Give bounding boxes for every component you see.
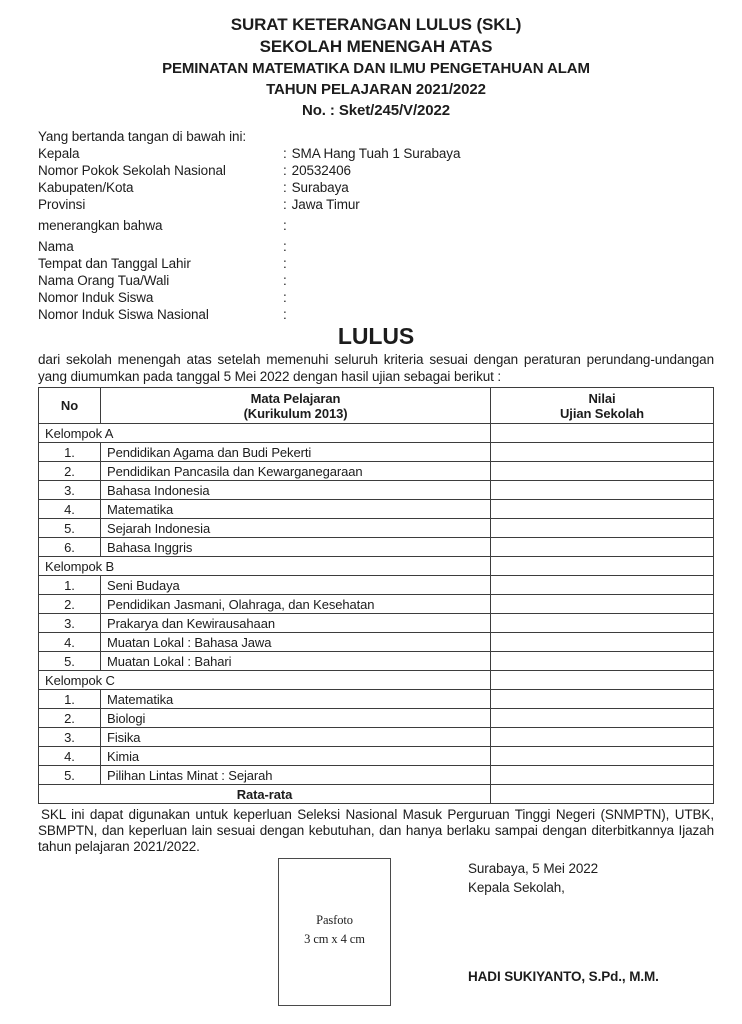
field-nomor-induk-siswa	[38, 289, 714, 306]
field-nama-orang-tua-wali	[38, 272, 714, 289]
score-cell	[491, 500, 714, 519]
photo-label-line2: 3 cm x 4 cm	[304, 932, 365, 946]
field-value: SMA Hang Tuah 1 Surabaya	[291, 146, 461, 161]
subject-number: 5.	[39, 519, 101, 538]
score-cell	[491, 766, 714, 785]
group-row-a	[39, 424, 714, 443]
field-label: Tempat dan Tanggal Lahir	[38, 256, 191, 271]
subject-name: Bahasa Indonesia	[101, 481, 491, 500]
subject-name: Pendidikan Agama dan Budi Pekerti	[101, 443, 491, 462]
colon: :	[283, 146, 287, 161]
subject-row	[39, 690, 714, 709]
header-score-line1: Nilai	[588, 390, 616, 406]
document-header	[38, 14, 714, 121]
score-cell	[491, 633, 714, 652]
group-row-b	[39, 557, 714, 576]
score-cell	[491, 443, 714, 462]
group-row-c	[39, 671, 714, 690]
score-cell	[491, 424, 714, 443]
subject-row	[39, 709, 714, 728]
header-score-line2: Ujian Sekolah	[560, 405, 644, 421]
colon: :	[283, 197, 287, 212]
subject-name: Pilihan Lintas Minat : Sejarah	[101, 766, 491, 785]
score-cell	[491, 462, 714, 481]
subject-number: 6.	[39, 538, 101, 557]
subject-number: 2.	[39, 595, 101, 614]
field-label: Kepala	[38, 146, 80, 161]
field-npsn	[38, 162, 714, 179]
subject-row	[39, 595, 714, 614]
score-cell	[491, 614, 714, 633]
subject-name: Muatan Lokal : Bahasa Jawa	[101, 633, 491, 652]
field-label: Kabupaten/Kota	[38, 180, 134, 195]
field-kabupaten-kota	[38, 179, 714, 196]
photo-label-line1: Pasfoto	[316, 913, 353, 927]
group-label: Kelompok A	[39, 424, 491, 443]
opening-statement: Yang bertanda tangan di bawah ini:	[38, 129, 247, 144]
colon: :	[283, 273, 287, 288]
signature-role: Kepala Sekolah,	[468, 880, 565, 895]
field-label: Nomor Pokok Sekolah Nasional	[38, 163, 226, 178]
subject-number: 2.	[39, 462, 101, 481]
field-value: 20532406	[291, 163, 351, 178]
subject-name: Pendidikan Pancasila dan Kewarganegaraan	[101, 462, 491, 481]
table-header-row	[39, 388, 714, 424]
field-label: Nama	[38, 239, 74, 254]
subject-number: 1.	[39, 576, 101, 595]
score-cell	[491, 557, 714, 576]
subject-row	[39, 747, 714, 766]
score-cell	[491, 671, 714, 690]
photo-placeholder-box	[278, 858, 391, 1006]
subject-row	[39, 443, 714, 462]
subject-row	[39, 633, 714, 652]
score-cell	[491, 728, 714, 747]
score-cell	[491, 709, 714, 728]
subject-number: 3.	[39, 614, 101, 633]
subject-row	[39, 766, 714, 785]
subject-number: 5.	[39, 652, 101, 671]
document-title-line3: PEMINATAN MATEMATIKA DAN ILMU PENGETAHUAN ALAM	[162, 60, 590, 77]
document-title-line1: SURAT KETERANGAN LULUS (SKL)	[230, 15, 522, 34]
score-cell	[491, 519, 714, 538]
subject-row	[39, 519, 714, 538]
colon: :	[283, 218, 287, 233]
field-nama	[38, 238, 714, 255]
signature-name: HADI SUKIYANTO, S.Pd., M.M.	[468, 969, 659, 984]
score-cell	[491, 481, 714, 500]
subject-name: Seni Budaya	[101, 576, 491, 595]
verdict-paragraph: dari sekolah menengah atas setelah memenuhi seluruh kriteria sesuai dengan peraturan perundang-undangan yang diumumkan pada tanggal 5 Mei 2022 dengan hasil ujian sebagai berikut :	[38, 352, 714, 384]
grades-table	[38, 387, 714, 804]
subject-name: Pendidikan Jasmani, Olahraga, dan Kesehatan	[101, 595, 491, 614]
subject-name: Muatan Lokal : Bahari	[101, 652, 491, 671]
group-label: Kelompok B	[39, 557, 491, 576]
colon: :	[283, 163, 287, 178]
subject-row	[39, 462, 714, 481]
subject-row	[39, 652, 714, 671]
subject-number: 3.	[39, 481, 101, 500]
document-title-line4: TAHUN PELAJARAN 2021/2022	[266, 81, 486, 98]
colon: :	[283, 307, 287, 322]
field-value: Surabaya	[291, 180, 349, 195]
score-cell	[491, 576, 714, 595]
group-label: Kelompok C	[39, 671, 491, 690]
subject-number: 1.	[39, 690, 101, 709]
subject-number: 3.	[39, 728, 101, 747]
field-provinsi	[38, 196, 714, 213]
score-cell	[491, 538, 714, 557]
header-score	[491, 388, 714, 424]
subject-row	[39, 576, 714, 595]
score-cell	[491, 652, 714, 671]
average-score-cell	[491, 785, 714, 804]
subject-number: 2.	[39, 709, 101, 728]
subject-name: Biologi	[101, 709, 491, 728]
score-cell	[491, 690, 714, 709]
field-label: Nomor Induk Siswa	[38, 290, 154, 305]
field-kepala	[38, 145, 714, 162]
subject-row	[39, 614, 714, 633]
header-subject-line2: (Kurikulum 2013)	[243, 405, 348, 421]
field-label: Provinsi	[38, 197, 86, 212]
field-label: Nama Orang Tua/Wali	[38, 273, 170, 288]
subject-number: 4.	[39, 747, 101, 766]
average-label: Rata-rata	[39, 785, 491, 804]
colon: :	[283, 256, 287, 271]
field-tempat-tanggal-lahir	[38, 255, 714, 272]
average-row	[39, 785, 714, 804]
field-label: Nomor Induk Siswa Nasional	[38, 307, 209, 322]
field-value: Jawa Timur	[291, 197, 360, 212]
subject-row	[39, 500, 714, 519]
colon: :	[283, 239, 287, 254]
document-title-line2: SEKOLAH MENENGAH ATAS	[259, 37, 493, 56]
signature-section	[38, 855, 714, 1024]
subject-name: Matematika	[101, 500, 491, 519]
subject-number: 1.	[39, 443, 101, 462]
closing-paragraph: SKL ini dapat digunakan untuk keperluan Seleksi Nasional Masuk Perguruan Tinggi Negeri (SNMPTN), UTBK, SBMPTN, dan keperluan lain sesuai dengan kebutuhan, dan hanya berlaku sampai dengan diterbitkannya Ijazah tahun pelajaran 2021/2022.	[38, 807, 714, 854]
subject-row	[39, 481, 714, 500]
score-cell	[491, 595, 714, 614]
header-no: No	[39, 388, 101, 424]
score-cell	[491, 747, 714, 766]
subject-number: 4.	[39, 633, 101, 652]
subject-name: Kimia	[101, 747, 491, 766]
subject-row	[39, 728, 714, 747]
colon: :	[283, 290, 287, 305]
subject-number: 4.	[39, 500, 101, 519]
colon: :	[283, 180, 287, 195]
subject-name: Sejarah Indonesia	[101, 519, 491, 538]
document-number: No. : Sket/245/V/2022	[302, 102, 450, 119]
subject-name: Matematika	[101, 690, 491, 709]
subject-number: 5.	[39, 766, 101, 785]
header-subject	[101, 388, 491, 424]
subject-name: Bahasa Inggris	[101, 538, 491, 557]
subject-row	[39, 538, 714, 557]
subject-name: Prakarya dan Kewirausahaan	[101, 614, 491, 633]
field-nisn	[38, 306, 714, 323]
field-label: menerangkan bahwa	[38, 218, 163, 233]
signature-place-date: Surabaya, 5 Mei 2022	[468, 861, 599, 876]
field-menerangkan-bahwa	[38, 217, 714, 234]
header-subject-line1: Mata Pelajaran	[250, 390, 341, 406]
subject-name: Fisika	[101, 728, 491, 747]
signature-block	[468, 859, 659, 986]
verdict-heading: LULUS	[337, 323, 415, 349]
